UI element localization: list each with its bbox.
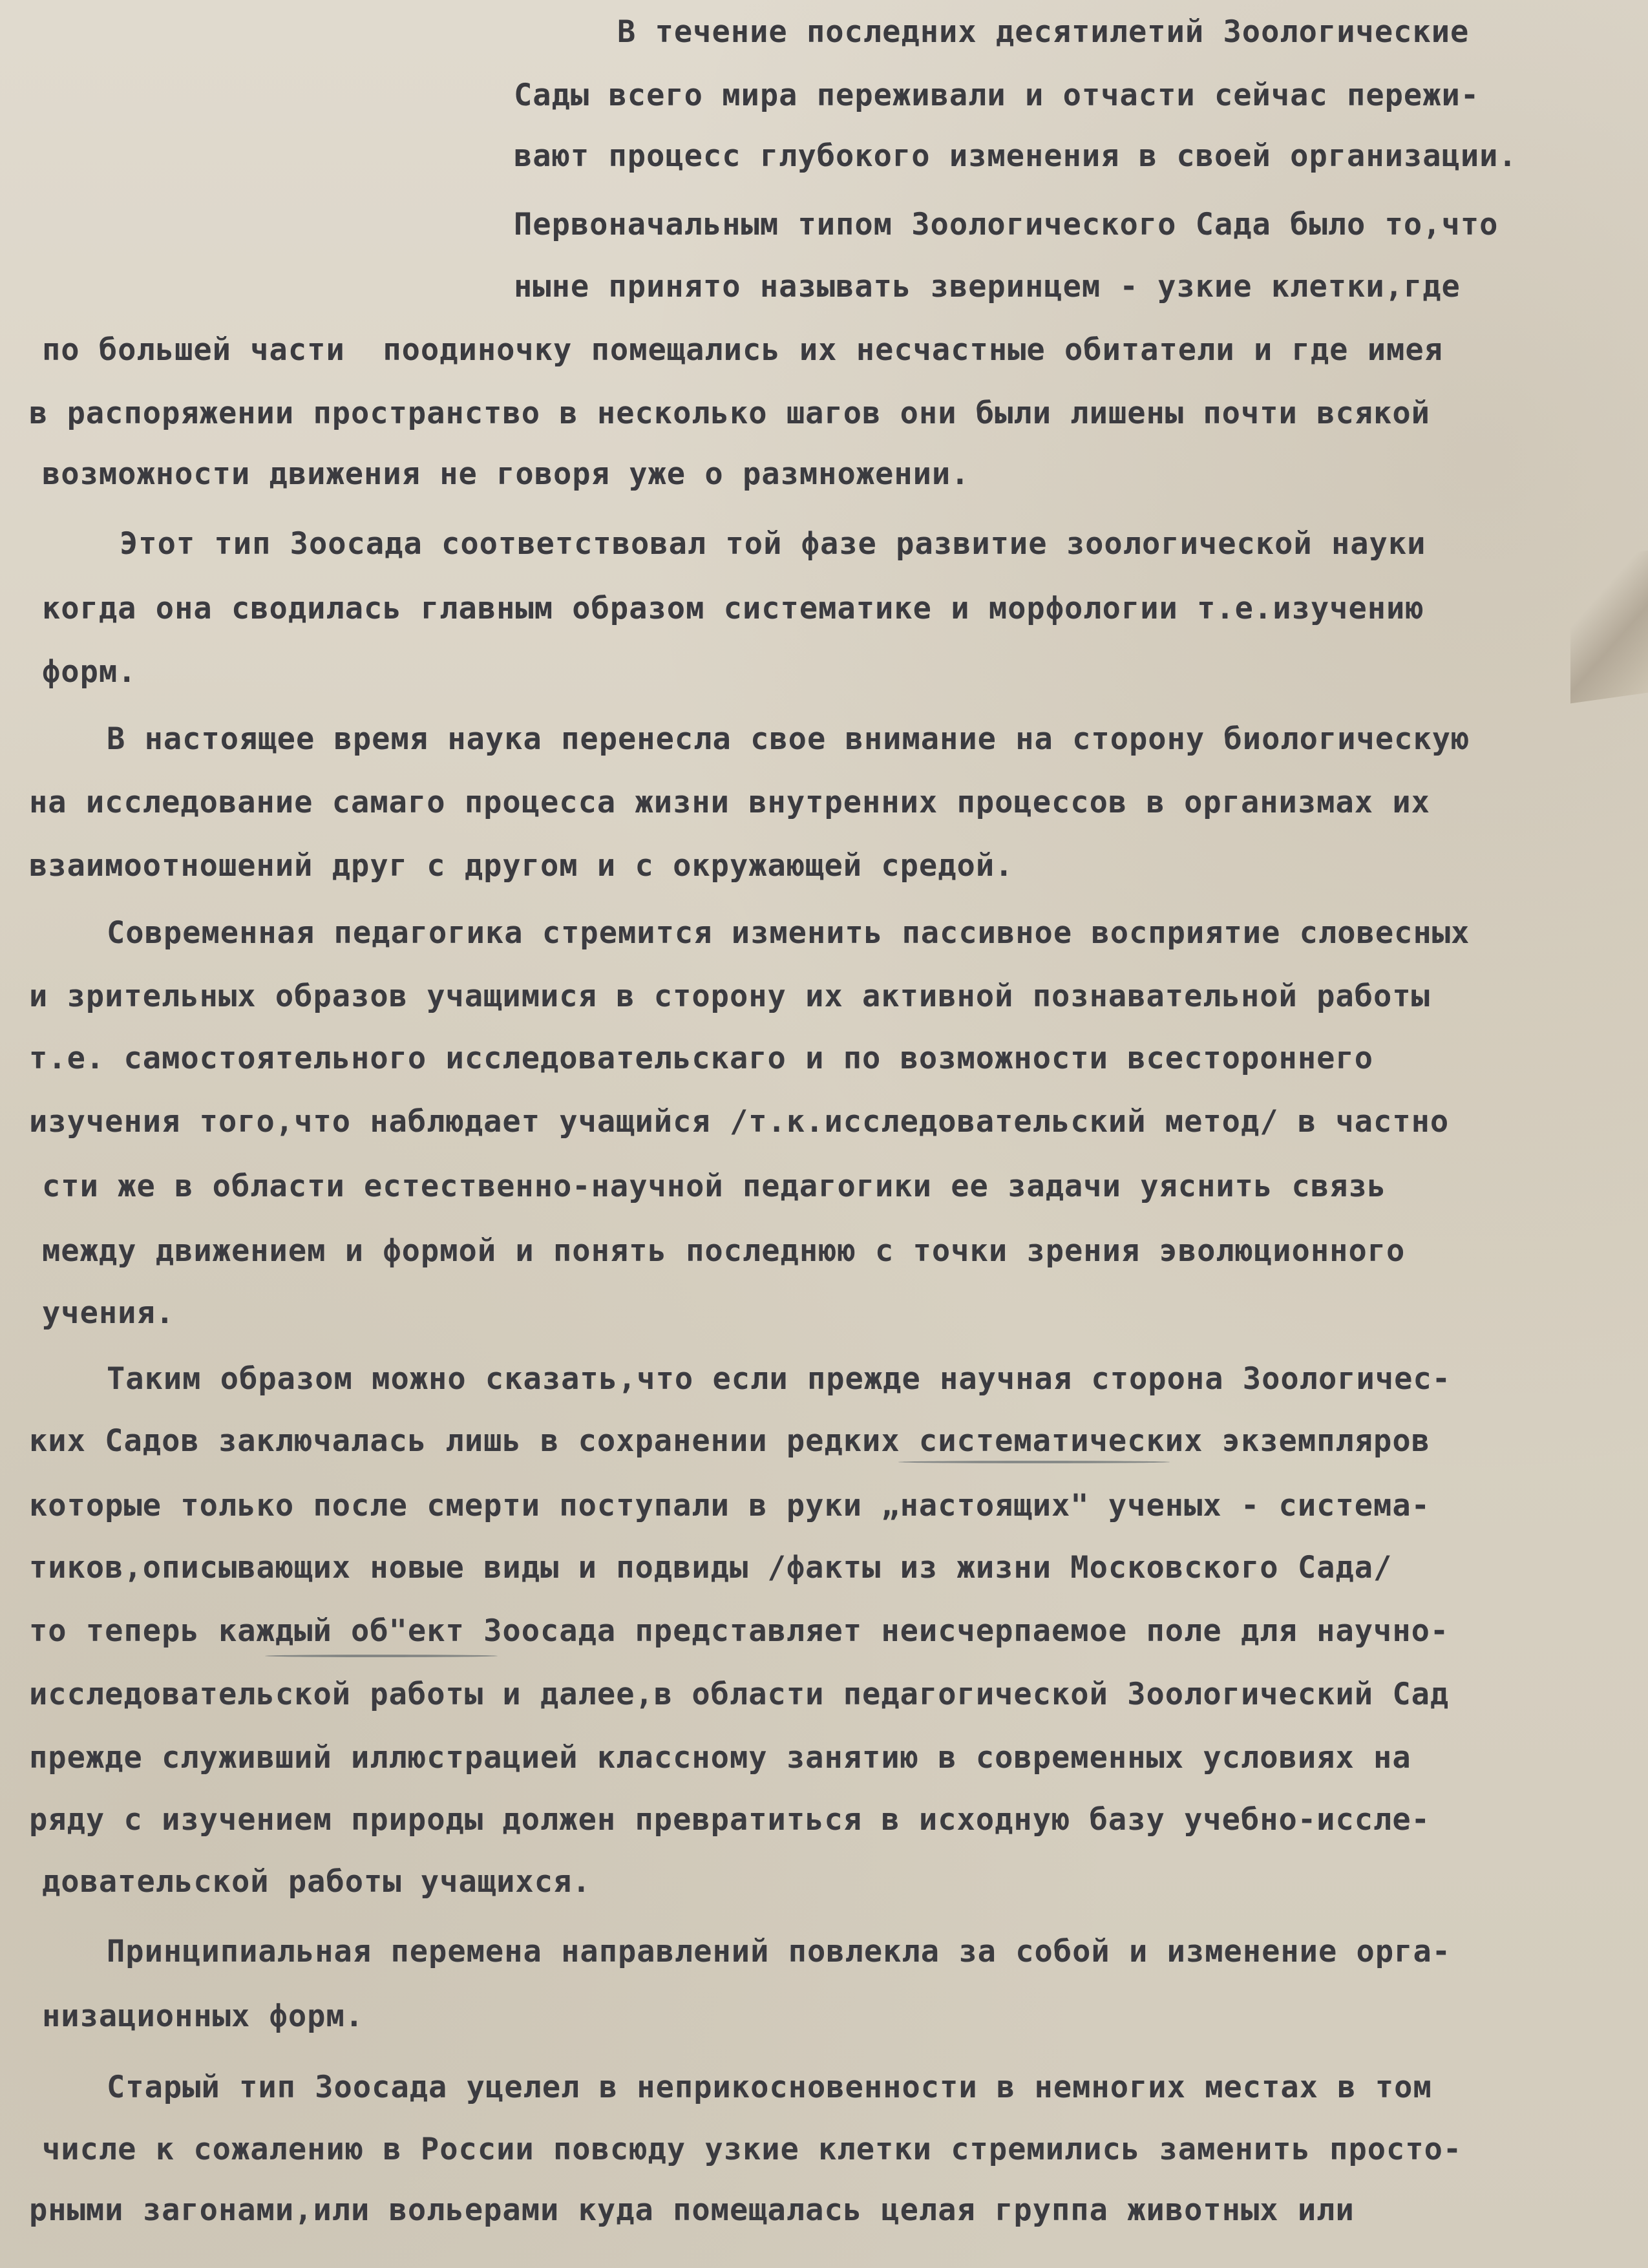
text-line-2: Сады всего мира переживали и отчасти сейчас пережи- <box>514 78 1480 113</box>
text-line-34: числе к сожалению в России повсюду узкие клетки стремились заменить просто- <box>42 2132 1463 2167</box>
text-line-20: между движением и формой и понять последнюю с точки зрения эволюционного <box>42 1233 1406 1269</box>
text-line-12: В настоящее время наука перенесла свое внимание на сторону биологическую <box>107 721 1470 757</box>
text-line-21: учения. <box>42 1295 175 1331</box>
text-line-19: сти же в области естественно-научной педагогики ее задачи уяснить связь <box>42 1169 1387 1204</box>
text-line-5: ныне принято называть зверинцем - узкие клетки,где <box>514 269 1461 304</box>
text-line-15: Современная педагогика стремится изменить пассивное восприятие словесных <box>107 915 1470 951</box>
text-line-17: т.е. самостоятельного исследовательскаго и по возможности всестороннего <box>29 1041 1374 1076</box>
text-line-29: ряду с изучением природы должен превратиться в исходную базу учебно-иссле- <box>29 1802 1430 1838</box>
text-line-35: рными загонами,или вольерами куда помещалась целая группа животных или <box>29 2192 1355 2228</box>
text-line-6: по большей части поодиночку помещались их несчастные обитатели и где имея <box>42 332 1443 368</box>
text-line-7: в распоряжении пространство в несколько шагов они были лишены почти всякой <box>29 396 1430 431</box>
text-line-14: взаимоотношений друг с другом и с окружающей средой. <box>29 848 1014 884</box>
text-line-11: форм. <box>42 654 137 690</box>
text-line-18: изучения того,что наблюдает учащийся /т.к.исследовательский метод/ в частно <box>29 1104 1450 1139</box>
text-line-25: тиков,описывающих новые виды и подвиды /факты из жизни Московского Сада/ <box>29 1550 1393 1585</box>
pencil-underline <box>265 1655 498 1657</box>
text-line-13: на исследование самаго процесса жизни внутренних процессов в организмах их <box>29 785 1430 820</box>
text-line-4: Первоначальным типом Зоологического Сада было то,что <box>514 207 1499 242</box>
text-line-3: вают процесс глубокого изменения в своей организации. <box>514 138 1517 174</box>
text-line-10: когда она сводилась главным образом систематике и морфологии т.е.изучению <box>42 591 1424 626</box>
text-line-33: Старый тип Зоосада уцелел в неприкосновенности в немногих местах в том <box>107 2070 1432 2105</box>
text-line-8: возможности движения не говоря уже о размножении. <box>42 456 970 492</box>
text-line-16: и зрительных образов учащимися в сторону их активной познавательной работы <box>29 979 1430 1014</box>
text-line-26: то теперь каждый об"ект Зоосада представляет неисчерпаемое поле для научно- <box>29 1613 1450 1649</box>
text-line-24: которые только после смерти поступали в руки „настоящих" ученых - система- <box>29 1488 1430 1523</box>
text-line-31: Принципиальная перемена направлений повлекла за собой и изменение орга- <box>107 1934 1452 1969</box>
text-line-28: прежде служивший иллюстрацией классному занятию в современных условиях на <box>29 1740 1411 1775</box>
paper-fold <box>1570 551 1648 704</box>
text-line-32: низационных форм. <box>42 1998 364 2034</box>
text-line-30: довательской работы учащихся. <box>42 1864 591 1900</box>
text-line-27: исследовательской работы и далее,в области педагогической Зоологический Сад <box>29 1677 1450 1712</box>
text-line-1: В течение последних десятилетий Зоологические <box>617 14 1470 50</box>
pencil-underline <box>898 1461 1170 1463</box>
text-line-22: Таким образом можно сказать,что если прежде научная сторона Зоологичес- <box>107 1361 1452 1397</box>
text-line-9: Этот тип Зоосада соответствовал той фазе развитие зоологической науки <box>120 526 1426 562</box>
text-line-23: ких Садов заключалась лишь в сохранении редких систематических экземпляров <box>29 1423 1430 1459</box>
